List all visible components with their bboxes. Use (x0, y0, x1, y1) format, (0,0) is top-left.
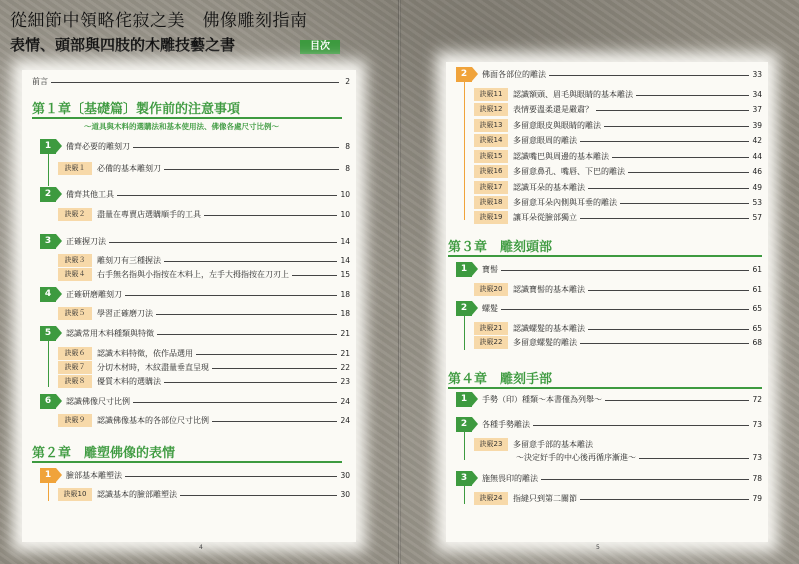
tip-label: 訣竅１ (58, 162, 92, 175)
toc-tip[interactable] (474, 102, 762, 117)
entry-title: 分切木材時，木紋盡量垂直呈現 (97, 363, 209, 372)
section-bracket (48, 341, 49, 387)
tip-label: 訣竅24 (474, 492, 508, 505)
entry-page: 10 (340, 210, 350, 219)
section-number: 1 (40, 139, 56, 154)
toc-tip[interactable] (474, 87, 762, 102)
entry-title: 認識螺髮的基本雕法 (513, 324, 585, 333)
entry-title: 優質木料的選購法 (97, 377, 161, 386)
tip-label: 訣竅21 (474, 322, 508, 335)
entry-title: 雕刻刀有三種握法 (97, 256, 161, 265)
leader-line (588, 188, 749, 189)
leader-line (636, 95, 749, 96)
entry-title: 多留意耳朵內側與耳垂的雕法 (513, 198, 617, 207)
leader-line (580, 343, 749, 344)
tip-label: 訣竅14 (474, 134, 508, 147)
toc-section[interactable] (40, 326, 350, 341)
section-bracket (464, 82, 465, 220)
section-bracket (464, 432, 465, 460)
tip-label: 訣竅７ (58, 361, 92, 374)
entry-page: 14 (340, 256, 350, 265)
entry-title: 多留意螺髮的雕法 (513, 338, 577, 347)
entry-page: 2 (345, 77, 350, 86)
page-header (0, 0, 398, 62)
tip-label: 訣竅10 (58, 488, 92, 501)
entry-title: 多留意眼周的雕法 (513, 136, 577, 145)
contents-badge: 目次 (300, 40, 340, 54)
book-subtitle: 表情、頭部與四肢的木雕技藝之書 (10, 36, 236, 54)
chapter-4-title: 第４章 雕刻手部 (448, 372, 553, 387)
tip-label: 訣竅16 (474, 165, 508, 178)
toc-section[interactable] (40, 234, 350, 249)
toc-tip[interactable] (58, 360, 350, 375)
toc-entry-preface[interactable] (32, 74, 350, 89)
entry-title: 認識耳朵的基本雕法 (513, 183, 585, 192)
leader-line (157, 334, 337, 335)
leader-line (204, 215, 337, 216)
toc-tip[interactable] (474, 164, 762, 179)
right-page (446, 62, 768, 551)
entry-page: 39 (752, 121, 762, 130)
section-number: 6 (40, 394, 56, 409)
toc-tip[interactable] (58, 267, 350, 282)
tip-label: 訣竅４ (58, 268, 92, 281)
entry-title: 備齊其他工具 (66, 190, 114, 199)
entry-page: 68 (752, 338, 762, 347)
toc-section[interactable] (40, 468, 350, 483)
tip-label: 訣竅２ (58, 208, 92, 221)
tip-label: 訣竅11 (474, 88, 508, 101)
entry-page: 8 (345, 142, 350, 151)
entry-title: 必備的基本雕刻刀 (97, 164, 161, 173)
section-bracket (48, 483, 49, 501)
leader-line (125, 476, 337, 477)
toc-tip[interactable] (58, 413, 350, 428)
leader-line (212, 421, 337, 422)
leader-line (133, 402, 337, 403)
entry-title: 臉部基本雕塑法 (66, 471, 122, 480)
toc-tip[interactable] (474, 118, 762, 133)
entry-title: 多留意手部的基本雕法 (513, 440, 593, 449)
entry-title: 認識佛像尺寸比例 (66, 397, 130, 406)
toc-tip[interactable] (58, 207, 350, 222)
entry-title: 認識基本的臉部雕塑法 (97, 490, 177, 499)
entry-page: 53 (752, 198, 762, 207)
leader-line (588, 290, 749, 291)
toc-section[interactable] (456, 392, 762, 407)
tip-label: 訣竅８ (58, 375, 92, 388)
entry-page: 73 (752, 453, 762, 462)
book-title: 從細節中領略侘寂之美 佛像雕刻指南 (10, 11, 308, 31)
entry-page: 30 (340, 490, 350, 499)
leader-line (109, 242, 337, 243)
section-bracket (464, 316, 465, 350)
chapter-1-subtitle: ～道具與木料的選購法和基本使用法、佛像各處尺寸比例～ (84, 122, 279, 131)
toc-section[interactable] (456, 262, 762, 277)
entry-title: 多留意鼻孔、嘴唇、下巴的雕法 (513, 167, 625, 176)
leader-line (501, 309, 749, 310)
toc-section[interactable] (40, 139, 350, 154)
entry-title: 正確握刀法 (66, 237, 106, 246)
toc-section[interactable] (40, 187, 350, 202)
entry-title: 認識木料特徵，依作品選用 (97, 349, 193, 358)
section-number: 2 (456, 417, 472, 432)
entry-title: 正確研磨雕刻刀 (66, 290, 122, 299)
leader-line (164, 382, 337, 383)
leader-line (620, 203, 749, 204)
leader-line (612, 157, 749, 158)
entry-page: 65 (752, 304, 762, 313)
chapter-rule (448, 387, 762, 389)
toc-tip[interactable] (58, 346, 350, 361)
leader-line (604, 126, 749, 127)
entry-page: 37 (752, 105, 762, 114)
chapter-2-title: 第２章 雕塑佛像的表情 (32, 446, 176, 461)
toc-tip[interactable] (474, 491, 762, 506)
tip-label: 訣竅13 (474, 119, 508, 132)
entry-title: 認識佛像基本的各部位尺寸比例 (97, 416, 209, 425)
entry-page: 49 (752, 183, 762, 192)
leader-line (292, 275, 337, 276)
toc-tip[interactable] (474, 133, 762, 148)
chapter-3-title: 第３章 雕刻頭部 (448, 240, 553, 255)
toc-tip[interactable] (474, 335, 762, 350)
entry-page: 14 (340, 237, 350, 246)
entry-title: 螺髮 (482, 304, 498, 313)
entry-page: 22 (340, 363, 350, 372)
toc-tip[interactable] (474, 210, 762, 225)
entry-page: 30 (340, 471, 350, 480)
toc-tip[interactable] (474, 149, 762, 164)
toc-section[interactable] (456, 301, 762, 316)
page-number: 4 (199, 544, 203, 551)
entry-page: 61 (752, 285, 762, 294)
section-number: 2 (456, 301, 472, 316)
entry-title: 認識寶髻的基本雕法 (513, 285, 585, 294)
section-number: 4 (40, 287, 56, 302)
toc-tip[interactable] (474, 195, 762, 210)
leader-line (133, 147, 339, 148)
leader-line (628, 172, 749, 173)
chapter-rule (32, 461, 342, 463)
entry-page: 15 (340, 270, 350, 279)
leader-line (596, 110, 749, 111)
entry-page: 18 (340, 309, 350, 318)
chapter-1-title: 第１章〔基礎篇〕製作前的注意事項 (32, 102, 241, 117)
entry-title: 認識額頭、眉毛與眼睛的基本雕法 (513, 90, 633, 99)
entry-title: 佛面各部位的雕法 (482, 70, 546, 79)
leader-line (180, 495, 337, 496)
toc-tip[interactable] (474, 282, 762, 297)
section-number: 2 (456, 67, 472, 82)
section-bracket (48, 154, 49, 186)
toc-section[interactable] (40, 394, 350, 409)
toc-tip[interactable] (58, 306, 350, 321)
entry-page: 33 (752, 70, 762, 79)
entry-title: ～決定好手的中心後再循序漸進～ (516, 453, 636, 462)
toc-tip-continuation[interactable] (516, 450, 762, 465)
leader-line (549, 75, 749, 76)
entry-page: 44 (752, 152, 762, 161)
toc-tip[interactable] (58, 374, 350, 389)
tip-label: 訣竅３ (58, 254, 92, 267)
toc-section[interactable] (456, 471, 762, 486)
leader-line (125, 295, 337, 296)
entry-title: 盡量在專賣店選購順手的工具 (97, 210, 201, 219)
section-number: 1 (456, 262, 472, 277)
entry-title: 多留意眼皮與眼睛的雕法 (513, 121, 601, 130)
leader-line (541, 479, 749, 480)
section-number: 1 (456, 392, 472, 407)
entry-page: 46 (752, 167, 762, 176)
left-page (22, 70, 356, 551)
toc-tip[interactable] (474, 180, 762, 195)
tip-label: 訣竅６ (58, 347, 92, 360)
toc-tip[interactable] (474, 321, 762, 336)
entry-title: 指縫只到第二關節 (513, 494, 577, 503)
entry-title: 認識嘴巴與周邊的基本雕法 (513, 152, 609, 161)
leader-line (533, 425, 749, 426)
page-number: 5 (596, 544, 600, 551)
entry-page: 65 (752, 324, 762, 333)
entry-page: 10 (340, 190, 350, 199)
tip-label: 訣竅20 (474, 283, 508, 296)
entry-page: 79 (752, 494, 762, 503)
entry-title: 各種手勢雕法 (482, 420, 530, 429)
leader-line (51, 82, 339, 83)
tip-label: 訣竅22 (474, 336, 508, 349)
section-number: 3 (40, 234, 56, 249)
leader-line (164, 261, 337, 262)
section-number: 1 (40, 468, 56, 483)
leader-line (588, 329, 749, 330)
entry-title: 備齊必要的雕刻刀 (66, 142, 130, 151)
entry-title: 前言 (32, 77, 48, 86)
section-bracket (464, 486, 465, 504)
leader-line (639, 458, 749, 459)
entry-page: 8 (345, 164, 350, 173)
entry-page: 42 (752, 136, 762, 145)
entry-title: 施無畏印的雕法 (482, 474, 538, 483)
toc-tip[interactable] (58, 487, 350, 502)
tip-label: 訣竅19 (474, 211, 508, 224)
entry-page: 23 (340, 377, 350, 386)
tip-label: 訣竅17 (474, 181, 508, 194)
toc-tip[interactable] (58, 161, 350, 176)
leader-line (164, 169, 339, 170)
entry-page: 78 (752, 474, 762, 483)
chapter-rule (448, 255, 762, 257)
leader-line (580, 141, 749, 142)
entry-page: 24 (340, 416, 350, 425)
section-number: 2 (40, 187, 56, 202)
toc-section[interactable] (456, 67, 762, 82)
book-spine (398, 0, 401, 564)
entry-page: 61 (752, 265, 762, 274)
tip-label: 訣竅15 (474, 150, 508, 163)
entry-page: 34 (752, 90, 762, 99)
leader-line (580, 499, 749, 500)
entry-title: 右手無名指與小指按在木料上，左手大拇指按在刀刃上 (97, 270, 289, 279)
entry-title: 手勢（印）種類～本書僅為列舉～ (482, 395, 602, 404)
chapter-rule (32, 117, 342, 119)
tip-label: 訣竅５ (58, 307, 92, 320)
leader-line (605, 400, 749, 401)
toc-section[interactable] (40, 287, 350, 302)
section-number: 3 (456, 471, 472, 486)
section-number: 5 (40, 326, 56, 341)
toc-tip[interactable] (58, 253, 350, 268)
entry-page: 21 (340, 349, 350, 358)
leader-line (156, 314, 337, 315)
entry-page: 72 (752, 395, 762, 404)
leader-line (212, 368, 337, 369)
entry-title: 寶髻 (482, 265, 498, 274)
leader-line (196, 354, 337, 355)
tip-label: 訣竅９ (58, 414, 92, 427)
tip-label: 訣竅18 (474, 196, 508, 209)
tip-label: 訣竅23 (474, 438, 508, 451)
entry-title: 學習正確磨刀法 (97, 309, 153, 318)
toc-section[interactable] (456, 417, 762, 432)
leader-line (117, 195, 337, 196)
entry-title: 表情要溫柔還是嚴肅？ (513, 105, 593, 114)
entry-page: 24 (340, 397, 350, 406)
entry-page: 73 (752, 420, 762, 429)
entry-title: 認識常用木料種類與特徵 (66, 329, 154, 338)
entry-page: 18 (340, 290, 350, 299)
leader-line (501, 270, 749, 271)
tip-label: 訣竅12 (474, 103, 508, 116)
leader-line (580, 218, 749, 219)
entry-page: 21 (340, 329, 350, 338)
entry-title: 讓耳朵從臉部獨立 (513, 213, 577, 222)
entry-page: 57 (752, 213, 762, 222)
